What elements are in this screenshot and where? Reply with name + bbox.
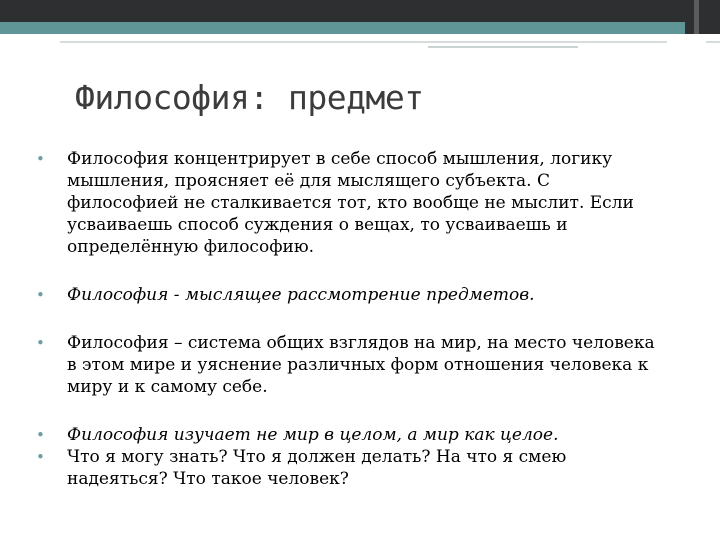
decor-rule-short — [428, 46, 578, 48]
top-decor-bar-teal — [0, 22, 720, 34]
bullet-dot-icon: • — [36, 448, 45, 466]
bullet-list — [22, 148, 662, 490]
bullet-dot-icon: • — [36, 426, 45, 444]
bullet-text: Философия – система общих взглядов на мир, на место человека в этом мире и уяснение различных форм отношения человека к миру и к самому себе. — [67, 333, 655, 397]
bullet-dot-icon: • — [36, 286, 45, 304]
bullet-item — [22, 446, 662, 490]
top-decor-corner-stripe — [694, 0, 699, 34]
top-decor-corner-block — [685, 0, 720, 34]
bullet-text: Философия - мыслящее рассмотрение предметов. — [67, 285, 535, 305]
bullet-dot-icon: • — [36, 150, 45, 168]
bullet-dot-icon: • — [36, 334, 45, 352]
decor-rule-main — [60, 41, 667, 43]
bullet-item — [22, 284, 662, 306]
top-decor-bar-dark — [0, 0, 720, 22]
bullet-item — [22, 148, 662, 258]
slide-title: Философия: предмет — [75, 78, 424, 117]
bullet-item — [22, 424, 662, 446]
bullet-text: Философия изучает не мир в целом, а мир как целое. — [67, 425, 559, 445]
bullet-item — [22, 332, 662, 398]
decor-rule-right — [706, 41, 720, 43]
bullet-text: Философия концентрирует в себе способ мышления, логику мышления, проясняет её для мыслящего субъекта. С философией не сталкивается тот, кто вообще не мыслит. Если усваиваешь способ суждения о вещах, то усваиваешь и определённую философию. — [67, 149, 634, 257]
bullet-text: Что я могу знать? Что я должен делать? На что я смею надеяться? Что такое человек? — [67, 447, 567, 489]
